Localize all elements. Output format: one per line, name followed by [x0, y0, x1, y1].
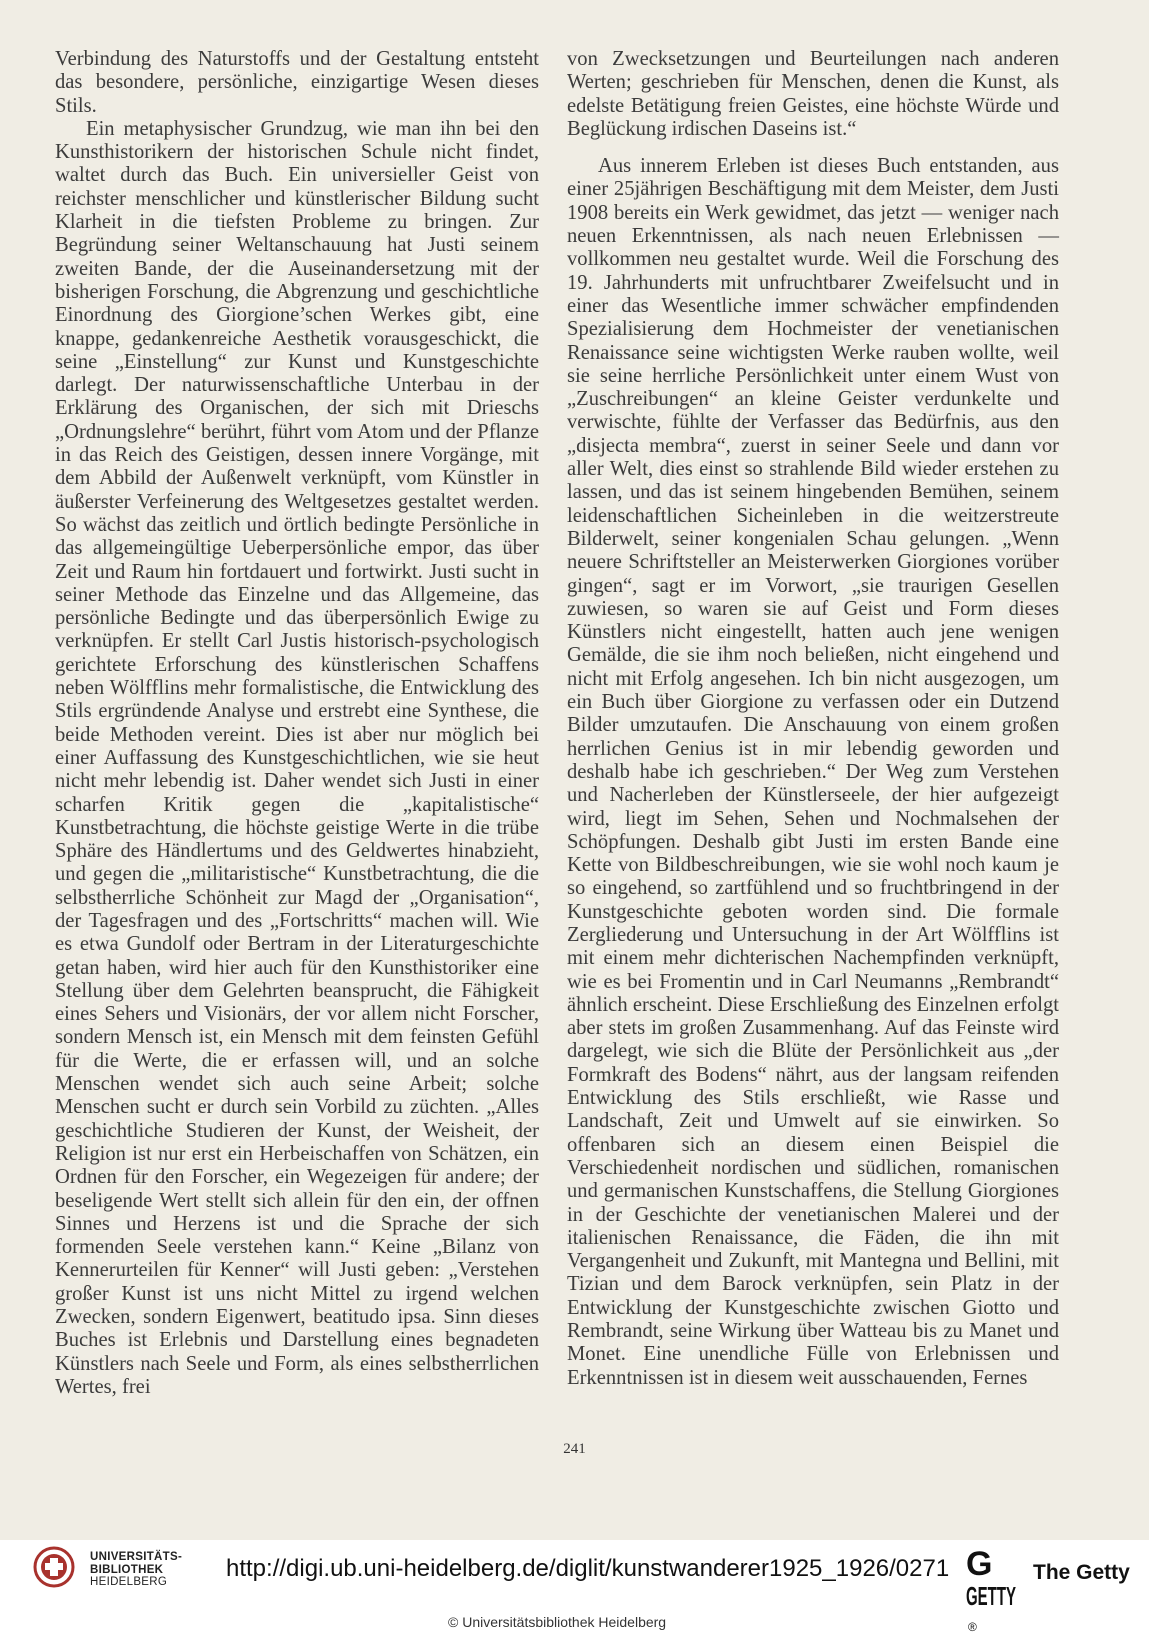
getty-logo-letter-g: G: [966, 1545, 993, 1583]
getty-logo-letters: GETTY: [966, 1581, 1016, 1611]
right-paragraph: Aus innerem Erleben ist dieses Buch entstanden, aus einer 25jährigen Beschäftigung mit dem Meister, dem Justi 1908 bereits ein Werk gewidmet, das jetzt — weniger nach neuen Erkenntnissen, als nach neuen Erlebnissen — vollkommen neu gestaltet wurde. Weil die Forschung des 19. Jahrhunderts mit unfruchtbarer Zweifelsucht und in einer das Wesentliche immer schwächer empfindenden Spezialisierung dem Hochmeister der venetianischen Renaissance seine wichtigsten Werke rauben wollte, weil sie seine herrliche Persönlichkeit unter einem Wust von „Zuschreibungen“ an kleine Geister verdunkelte und verwischte, fühlte der Verfasser das Bedürfnis, aus den „disjecta membra“, zuerst in seiner Seele und dann vor aller Welt, dies einst so strahlende Bild wieder erstehen zu lassen, und das ist seinem hingebenden Bemühen, seinem leidenschaftlichen Sicheinleben in die weitzerstreute Bilderwelt, seiner kongenialen Schau gelungen. „Wenn neuere Schriftsteller an Meisterwerken Giorgiones vorüber gingen“, sagt er im Vorwort, „sie traurigen Gesellen zuwiesen, so waren sie auf Geist und Form dieses Künstlers nicht eingestellt, hatten auch jene wenigen Gemälde, die sie ihm noch beließen, nicht eingehend und nicht mit Erfolg angesehen. Ich bin nicht ausgezogen, um ein Buch über Giorgione zu verfassen oder ein Dutzend Bilder umzutaufen. Die Anschauung von einem großen herrlichen Genius ist in mir lebendig geworden und deshalb habe ich geschrieben.“ Der Weg zum Verstehen und Nacherleben der Künstlerseele, der hier aufgezeigt wird, liegt im Sehen, Sehen und Nochmalsehen der Schöpfungen. Deshalb gibt Justi im ersten Bande eine Kette von Bildbeschreibungen, wie sie wohl noch kaum je so eingehend, so zartfühlend und so fruchtbringend in der Kunstgeschichte geboten worden sind. Die formale Zergliederung und Untersuchung in der Art Wölfflins ist mit einem mehr dichterischen Nachempfinden verknüpft, wie es bei Fromentin und in Carl Neumanns „Rembrandt“ ähnlich erscheint. Diese Erschließung des Einzelnen erfolgt aber stets im großen Zusammenhang. Auf das Feinste wird dargelegt, wie sich die Blüte der Persönlichkeit aus „der Formkraft des Bodens“ nährt, aus der langsam reifenden Entwicklung des Stils erschließt, wie Rasse und Landschaft, Zeit und Umwelt auf sie einwirken. So offenbaren sich an diesem einen Beispiel die Verschiedenheit nordischen und südlichen, romanischen und germanischen Kunstschaffens, die Stellung Giorgiones in der Geschichte der venetianischen Malerei und der italienischen Renaissance, die Fäden, die ihn mit Vergangenheit und Zukunft, mit Mantegna und Bellini, mit Tizian und dem Barock verknüpfen, sein Platz in der Entwicklung der Kunstgeschichte zwischen Giotto und Rembrandt, seine Wirkung über Watteau bis zu Manet und Monet. Eine unendliche Fülle von Erlebnissen und Erkenntnissen ist in diesem weit ausschauenden, Fernes: [567, 155, 1059, 1389]
left-paragraph: Verbindung des Naturstoffs und der Gestaltung entsteht das besondere, persönliche, einzigartige Wesen dieses Stils.: [55, 48, 539, 117]
university-line-2: BIBLIOTHEK: [90, 1563, 164, 1576]
getty-logo-icon: [966, 1545, 1016, 1637]
left-paragraph: Ein metaphysischer Grundzug, wie man ihn bei den Kunsthistorikern der historischen Schule nicht findet, waltet durch das Buch. Ein universieller Geist von reichster menschlicher und künstlerischer Bildung sucht Klarheit in die tiefsten Probleme zu bringen. Zur Begründung seiner Weltanschauung hat Justi seinem zweiten Bande, der die Auseinandersetzung mit der bisherigen Forschung, die Abgrenzung und geschichtliche Einordnung des Giorgione’schen Werkes gibt, eine knappe, gedankenreiche Aesthetik vorausgeschickt, die seine „Einstellung“ zur Kunst und Kunstgeschichte darlegt. Der naturwissenschaftliche Unterbau in der Erklärung des Organischen, der sich mit Drieschs „Ordnungslehre“ berührt, führt vom Atom und der Pflanze in das Reich des Geistigen, dessen innere Vorgänge, mit dem Abbild der Außenwelt verknüpft, vom Künstler in äußerster Verfeinerung des Weltgesetzes gestaltet werden. So wächst das zeitlich und örtlich bedingte Persönliche in das allgemeingültige Ueberpersönliche empor, das über Zeit und Raum hin fortdauert und fortwirkt. Justi sucht in seiner Methode das Einzelne und das Allgemeine, das persönliche Bedingte und das überpersönlich Ewige zu verknüpfen. Er stellt Carl Justis historisch-psychologisch gerichtete Erforschung des künstlerischen Schaffens neben Wölfflins mehr formalistische, die Entwicklung des Stils ergründende Analyse und erstrebt eine Synthese, die beide Methoden vereint. Dies ist aber nur möglich bei einer Auffassung des Kunstgeschichtlichen, wie sie heut nicht mehr lebendig ist. Daher wendet sich Justi in einer scharfen Kritik gegen die „kapitalistische“ Kunstbetrachtung, die höchste geistige Werte in die trübe Sphäre des Händlertums und des Geldwertes hinabzieht, und gegen die „militaristische“ Kunstbetrachtung, die die selbstherrliche Schönheit zur Magd der „Organisation“, der Tagesfragen und des „Fortschritts“ machen will. Wie es etwa Gundolf oder Bertram in der Literaturgeschichte getan haben, wird hier auch für den Kunsthistoriker eine Stellung über dem Gelehrten beansprucht, die Fähigkeit eines Sehers und Visionärs, der vor allem nicht Forscher, sondern Mensch ist, ein Mensch mit dem feinsten Gefühl für die Werte, die er erfassen will, und an solche Menschen wendet sich auch seine Arbeit; solche Menschen sucht er durch sein Vorbild zu züchten. „Alles geschichtliche Studieren der Kunst, der Weisheit, der Religion ist nur erst ein Herbeischaffen von Schätzen, ein Ordnen für den Forscher, ein Wegezeigen für andere; der beseligende Wert stellt sich allein für den ein, der offnen Sinnes und Herzens ist und die Sprache der sich formenden Seele verstehen kann.“ Keine „Bilanz von Kennerurteilen für Kenner“ will Justi geben: „Verstehen großer Kunst ist uns nicht Mittel zu irgend welchen Zwecken, sondern Eigenwert, beatitudo ipsa. Sinn dieses Buches ist Erlebnis und Darstellung eines begnadeten Künstlers nach Seele und Form, als eines selbstherrlichen Wertes, frei: [55, 117, 539, 1398]
copyright-notice: © Universitätsbibliothek Heidelberg: [448, 1614, 667, 1630]
university-seal-icon: [33, 1546, 75, 1588]
page-number: 241: [563, 1441, 586, 1457]
registered-mark: ®: [968, 1620, 977, 1634]
left-text-column: [55, 48, 539, 1399]
university-line-3: HEIDELBERG: [90, 1576, 168, 1588]
university-library-label: [90, 1551, 182, 1589]
digitization-url-link[interactable]: http://digi.ub.uni-heidelberg.de/diglit/kunstwanderer1925_1926/0271: [226, 1555, 950, 1582]
university-line-1: UNIVERSITÄTS-: [90, 1551, 183, 1563]
getty-label: The Getty: [1033, 1561, 1130, 1584]
right-paragraph: von Zwecksetzungen und Beurteilungen nach anderen Werten; geschrieben für Menschen, denen die Kunst, als edelste Betätigung freien Geistes, eine höchste Würde und Beglückung irdischen Daseins ist.“: [567, 48, 1059, 140]
right-text-column: [567, 48, 1059, 1390]
